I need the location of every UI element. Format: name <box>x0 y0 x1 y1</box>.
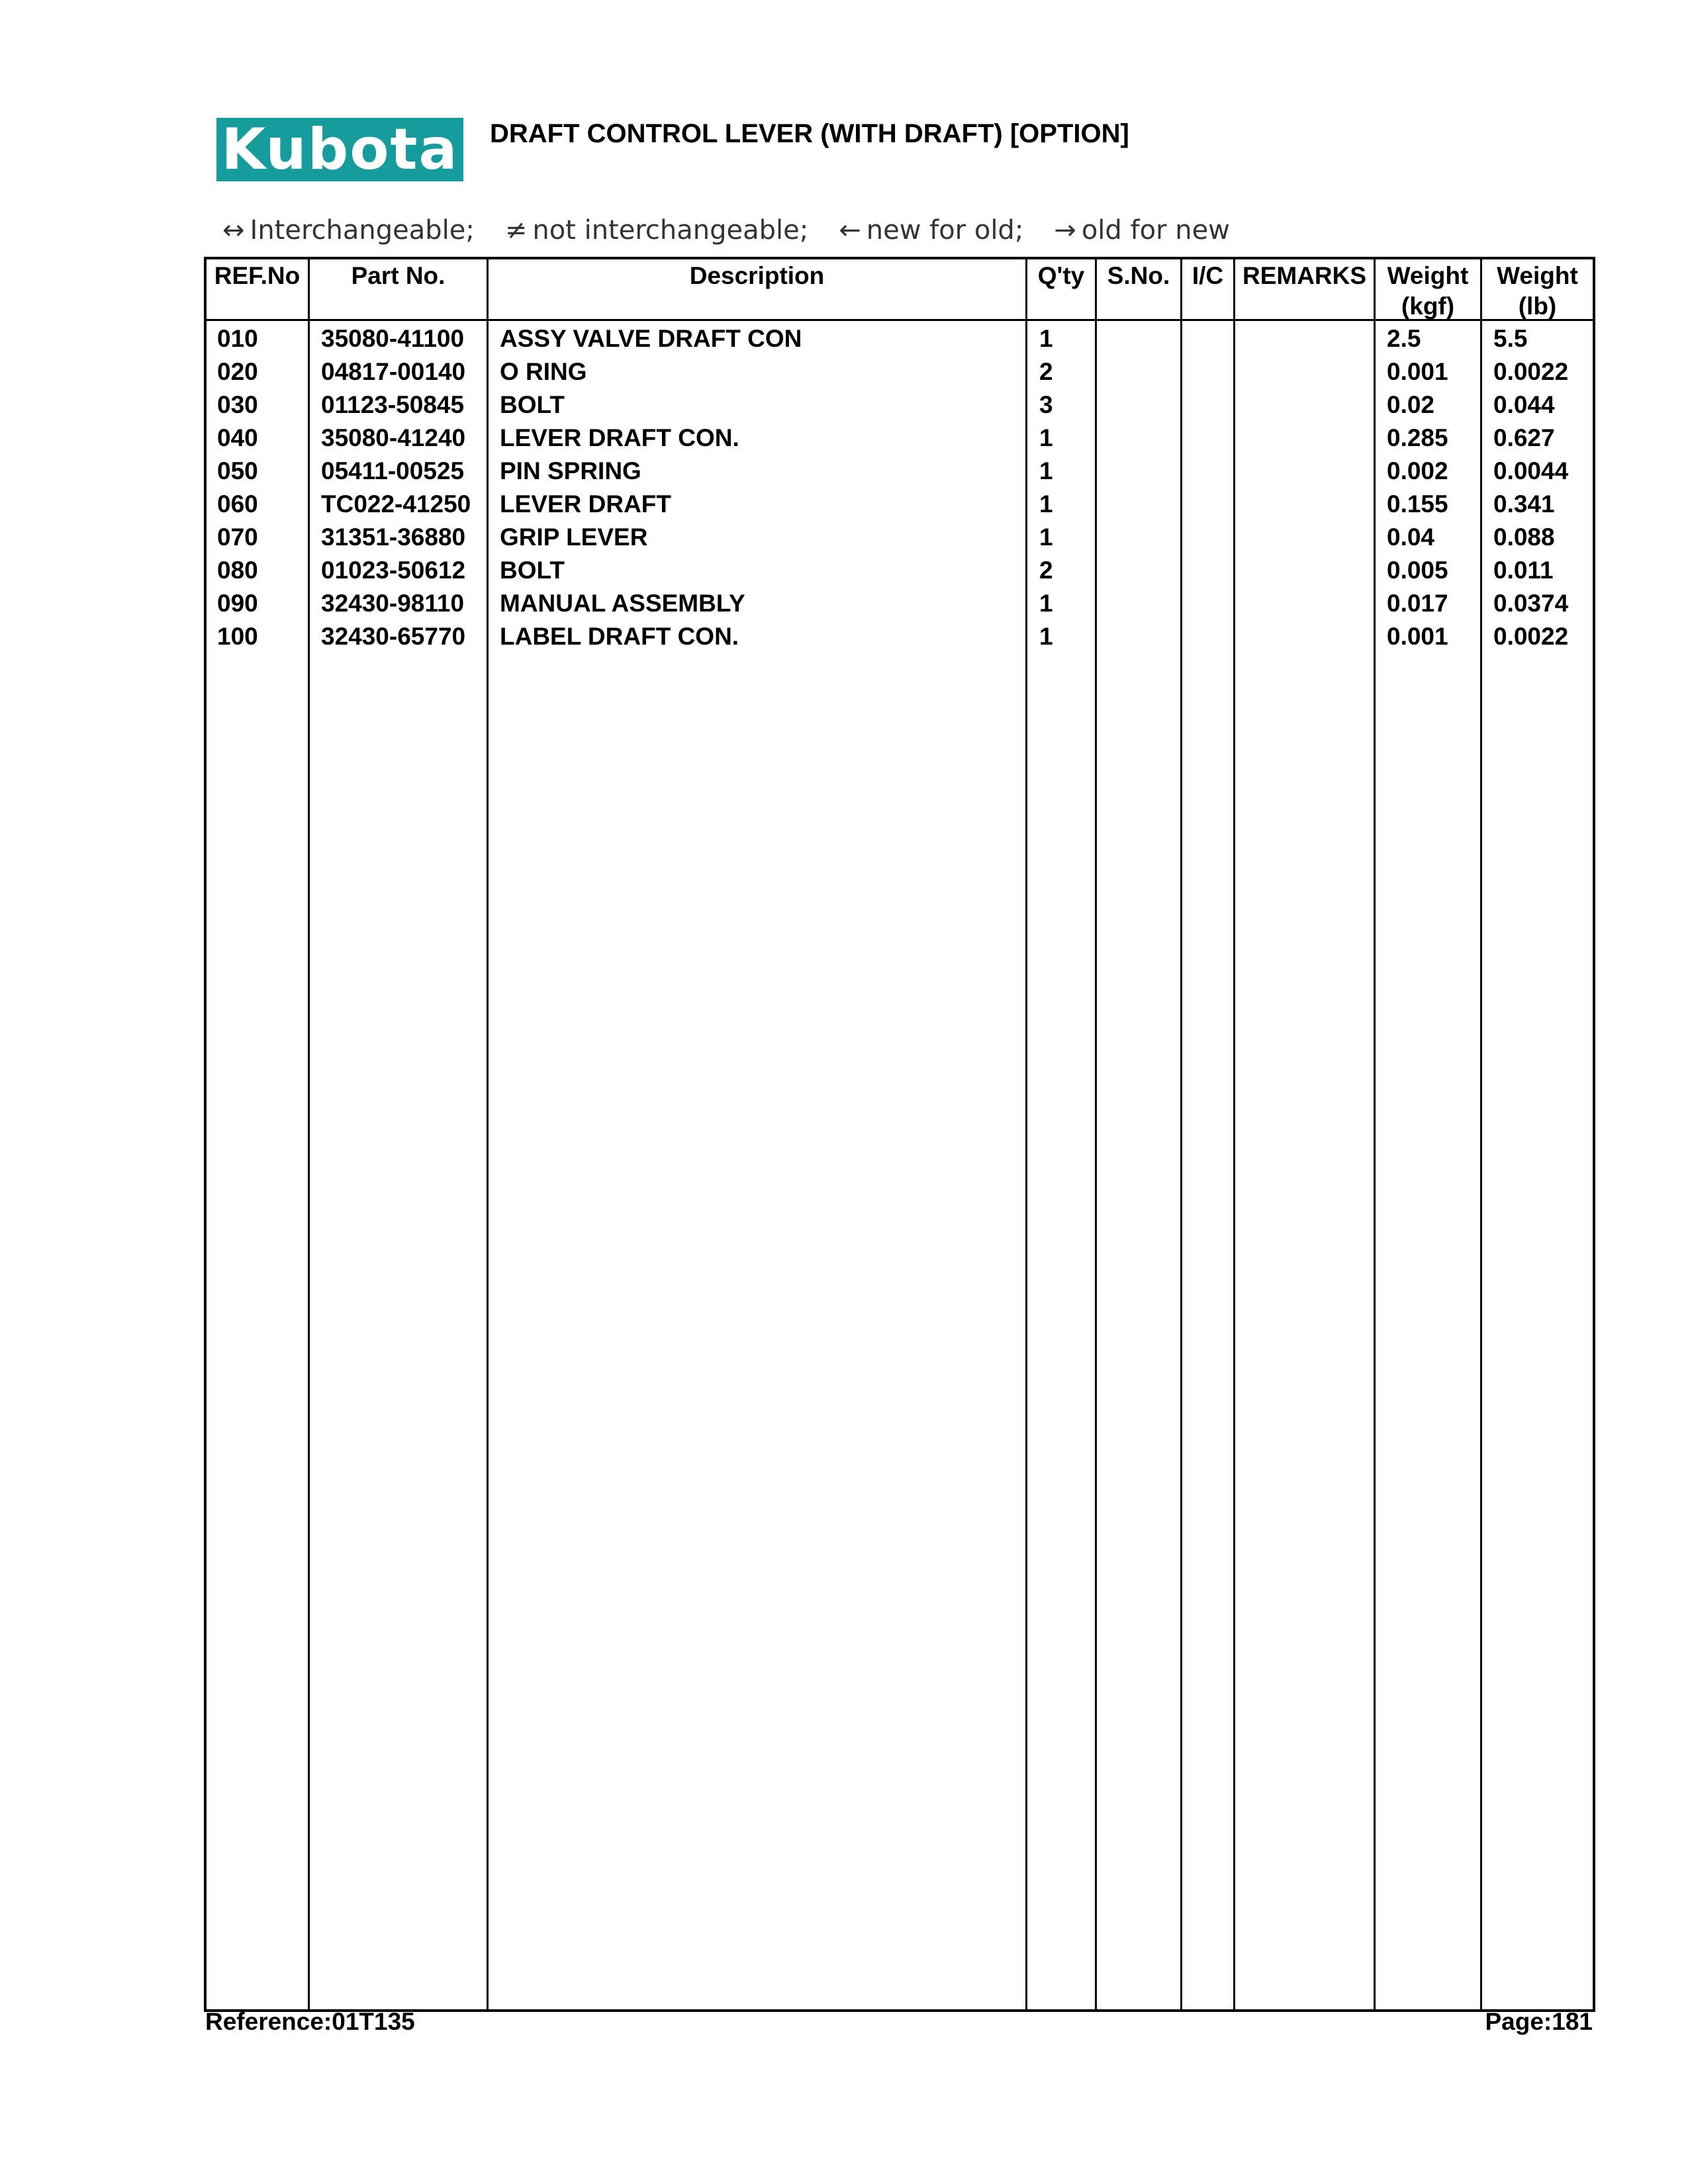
cell-qty: 1 <box>1039 490 1053 518</box>
cell-part-no: 01123-50845 <box>321 391 465 418</box>
cell-weight-lb: 5.5 <box>1493 325 1528 352</box>
cell-description: LABEL DRAFT CON. <box>500 623 739 650</box>
cell-weight-lb: 0.0374 <box>1493 590 1569 617</box>
cell-weight-kgf: 0.285 <box>1387 424 1448 451</box>
column-divider <box>1374 257 1376 2012</box>
cell-ref-no: 080 <box>217 557 258 584</box>
cell-weight-kgf: 0.02 <box>1387 391 1435 418</box>
cell-description: ASSY VALVE DRAFT CON <box>500 325 802 352</box>
header-weight-lb-line1: Weight <box>1497 262 1578 289</box>
column-divider <box>308 257 310 2012</box>
cell-part-no: 35080-41240 <box>321 424 466 451</box>
header-qty: Q'ty <box>1037 262 1085 289</box>
cell-ref-no: 020 <box>217 358 258 385</box>
cell-weight-lb: 0.0044 <box>1493 457 1569 484</box>
cell-weight-kgf: 0.04 <box>1387 523 1435 551</box>
left-arrow-icon: ← <box>839 215 861 246</box>
cell-qty: 1 <box>1039 623 1053 650</box>
cell-qty: 1 <box>1039 457 1053 484</box>
cell-weight-lb: 0.011 <box>1493 557 1554 584</box>
legend-label: new for old; <box>866 215 1024 246</box>
legend-item-old-for-new <box>1054 215 1230 246</box>
column-divider <box>1025 257 1027 2012</box>
cell-ref-no: 040 <box>217 424 258 451</box>
cell-part-no: 32430-65770 <box>321 623 466 650</box>
header-serial-no: S.No. <box>1107 262 1170 289</box>
header-weight-kgf-line1: Weight <box>1387 262 1469 289</box>
header-weight-kgf <box>1376 261 1480 322</box>
column-divider <box>487 257 489 2012</box>
cell-weight-lb: 0.341 <box>1493 490 1555 518</box>
header-description: Description <box>689 262 825 289</box>
cell-part-no: 04817-00140 <box>321 358 466 385</box>
cell-weight-lb: 0.0022 <box>1493 358 1569 385</box>
cell-qty: 1 <box>1039 523 1053 551</box>
cell-weight-kgf: 0.005 <box>1387 557 1448 584</box>
cell-ref-no: 100 <box>217 623 258 650</box>
cell-description: LEVER DRAFT CON. <box>500 424 739 451</box>
cell-qty: 3 <box>1039 391 1053 418</box>
cell-weight-kgf: 0.001 <box>1387 358 1448 385</box>
cell-description: MANUAL ASSEMBLY <box>500 590 745 617</box>
header-ref-no: REF.No <box>214 262 301 289</box>
column-divider <box>1095 257 1097 2012</box>
cell-qty: 1 <box>1039 424 1053 451</box>
double-arrow-icon: ↔ <box>222 215 245 246</box>
legend-item-not-interchangeable <box>505 215 808 246</box>
cell-weight-lb: 0.627 <box>1493 424 1555 451</box>
header-weight-lb-line2: (lb) <box>1518 293 1557 320</box>
legend-label: Interchangeable; <box>250 215 475 246</box>
header-part-no: Part No. <box>351 262 445 289</box>
column-divider <box>1233 257 1235 2012</box>
legend-label: not interchangeable; <box>532 215 809 246</box>
cell-weight-kgf: 0.017 <box>1387 590 1448 617</box>
header-weight-lb <box>1482 261 1593 322</box>
cell-weight-kgf: 0.155 <box>1387 490 1448 518</box>
cell-ref-no: 010 <box>217 325 258 352</box>
header-weight-kgf-line2: (kgf) <box>1401 293 1455 320</box>
cell-description: LEVER DRAFT <box>500 490 671 518</box>
parts-table <box>204 257 1595 2012</box>
legend-label: old for new <box>1081 215 1230 246</box>
cell-part-no: 31351-36880 <box>321 523 466 551</box>
not-equal-icon: ≠ <box>504 215 528 246</box>
cell-weight-lb: 0.044 <box>1493 391 1555 418</box>
cell-weight-lb: 0.088 <box>1493 523 1555 551</box>
cell-weight-kgf: 2.5 <box>1387 325 1421 352</box>
reference-code: Reference:01T135 <box>205 2008 415 2035</box>
cell-weight-lb: 0.0022 <box>1493 623 1569 650</box>
cell-qty: 2 <box>1039 358 1053 385</box>
cell-description: GRIP LEVER <box>500 523 648 551</box>
cell-description: BOLT <box>500 557 565 584</box>
cell-ref-no: 050 <box>217 457 258 484</box>
cell-part-no: 32430-98110 <box>321 590 465 617</box>
cell-ref-no: 090 <box>217 590 258 617</box>
header-ic: I/C <box>1192 262 1224 289</box>
page-number: Page:181 <box>1485 2008 1593 2035</box>
logo-text: Kubota <box>221 118 459 181</box>
cell-description: BOLT <box>500 391 565 418</box>
cell-weight-kgf: 0.001 <box>1387 623 1448 650</box>
cell-qty: 2 <box>1039 557 1053 584</box>
page-title: DRAFT CONTROL LEVER (WITH DRAFT) [OPTION] <box>490 119 1129 148</box>
right-arrow-icon: → <box>1054 215 1076 246</box>
interchangeability-legend <box>222 210 1260 250</box>
cell-qty: 1 <box>1039 325 1053 352</box>
cell-part-no: 05411-00525 <box>321 457 465 484</box>
cell-weight-kgf: 0.002 <box>1387 457 1448 484</box>
cell-part-no: 01023-50612 <box>321 557 466 584</box>
cell-part-no: TC022-41250 <box>321 490 471 518</box>
cell-description: O RING <box>500 358 587 385</box>
header-remarks: REMARKS <box>1242 262 1367 289</box>
cell-qty: 1 <box>1039 590 1053 617</box>
cell-description: PIN SPRING <box>500 457 641 484</box>
column-divider <box>1480 257 1482 2012</box>
column-divider <box>1180 257 1182 2012</box>
legend-item-interchangeable <box>222 215 475 246</box>
legend-item-new-for-old <box>839 215 1023 246</box>
cell-ref-no: 060 <box>217 490 258 518</box>
kubota-logo <box>216 118 463 181</box>
cell-ref-no: 070 <box>217 523 258 551</box>
cell-ref-no: 030 <box>217 391 258 418</box>
cell-part-no: 35080-41100 <box>321 325 465 352</box>
